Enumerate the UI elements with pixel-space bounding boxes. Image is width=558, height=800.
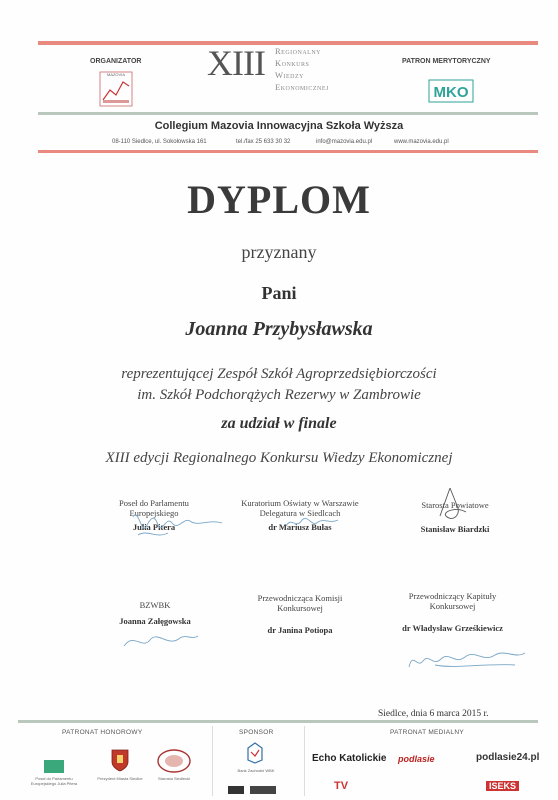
recipient-name: Joanna Przybysławska xyxy=(185,318,373,340)
patron-logo-text: MKO xyxy=(433,84,469,101)
college-phone: tel./fax 25 633 30 32 xyxy=(236,139,291,145)
signatory-name: dr Janina Potiopa xyxy=(267,625,333,635)
organizer-label: ORGANIZATOR xyxy=(90,58,142,65)
sponsor-mark xyxy=(250,786,276,794)
contest-edition-roman: XIII xyxy=(207,43,265,83)
salutation: Pani xyxy=(261,283,297,303)
media-logo-podlasie-radio: podlasie xyxy=(398,754,435,764)
signatory-role: Przewodniczący Kapituły xyxy=(408,591,497,601)
sponsor-mark xyxy=(228,786,244,794)
college-website: www.mazovia.edu.pl xyxy=(394,139,449,145)
sponsor-label: SPONSOR xyxy=(239,729,274,736)
signatory-role: Europejskiego xyxy=(129,508,179,518)
college-name: Collegium Mazovia Innowacyjna Szkoła Wyższa xyxy=(154,120,404,132)
media-logo-iseks: ISEKS xyxy=(486,781,519,791)
bank-logo-icon xyxy=(246,742,264,764)
county-logo xyxy=(156,748,192,774)
edition-text: XIII edycji Regionalnego Konkursu Wiedzy Ekonomicznej xyxy=(105,450,453,466)
signatory-name: Joanna Załęgowska xyxy=(119,616,191,626)
granted-text: przyznany xyxy=(241,242,317,262)
signature-scrawl xyxy=(120,626,200,656)
college-address: 08-110 Siedlce, ul. Sokołowska 161 xyxy=(112,139,207,145)
city-crest-icon xyxy=(110,748,130,772)
media-logo-tv: TV xyxy=(334,780,349,792)
signature-scrawl xyxy=(282,512,342,532)
representing-text xyxy=(0,364,558,406)
signatory-role: Konkursowej xyxy=(429,601,476,611)
footer-divider xyxy=(304,726,305,796)
signatory-name: dr Władysław Grześkiewicz xyxy=(402,623,503,633)
signature-scrawl xyxy=(405,643,530,673)
signatory-name: Stanisław Biardzki xyxy=(420,524,490,534)
signatory-role: Delegatura w Siedlcach xyxy=(259,508,341,518)
footer-divider xyxy=(212,726,213,796)
signatory-block xyxy=(240,593,360,635)
sponsor-name: Bank Zachodni WBK xyxy=(237,768,275,773)
title-line: Ekonomicznej xyxy=(275,82,329,92)
eu-parliament-logo xyxy=(44,760,64,773)
signature-scrawl xyxy=(432,486,472,530)
patron-label: PATRON MERYTORYCZNY xyxy=(402,58,491,65)
signatory-name: dr Mariusz Bułas xyxy=(268,522,332,532)
signature-scrawl xyxy=(128,505,228,545)
signatory-block xyxy=(100,600,210,626)
organizer-logo-text: MAZOVIA xyxy=(106,72,125,77)
header-middle-band xyxy=(38,112,538,115)
footer-band xyxy=(18,720,538,723)
patron-logo xyxy=(428,78,474,104)
reason-text: za udział w finale xyxy=(221,415,337,432)
media-logo-podlasie24: podlasie24.pl xyxy=(476,752,540,763)
signatory-block xyxy=(385,591,520,633)
college-email: info@mazovia.edu.pl xyxy=(316,139,373,145)
title-line: Wiedzy xyxy=(275,70,305,80)
media-patronage-label: PATRONAT MEDIALNY xyxy=(390,729,464,736)
title-line: Konkurs xyxy=(275,58,310,68)
representing-line-2: im. Szkół Podchorążych Rezerwy w Zambrowie xyxy=(137,387,421,403)
issue-date: Siedlce, dnia 6 marca 2015 r. xyxy=(378,709,489,719)
header-bottom-band xyxy=(38,150,538,153)
honorary-patron-2: Prezydent Miasta Siedlce xyxy=(97,776,143,781)
signatory-role: Starosta Powiatowe xyxy=(421,500,489,510)
title-line: Regionalny xyxy=(275,46,321,56)
signatory-role: Poseł do Parlamentu xyxy=(119,498,189,508)
signatory-role: Konkursowej xyxy=(277,603,323,613)
signatory-name: Julia Pitera xyxy=(132,522,176,532)
contest-title-lines xyxy=(275,45,329,93)
signatory-role: Kuratorium Oświaty w Warszawie xyxy=(241,498,359,508)
signatory-role: BZWBK xyxy=(139,600,171,610)
contest-title-box xyxy=(203,40,369,110)
representing-line-1: reprezentującej Zespół Szkół Agroprzedsiębiorczości xyxy=(121,366,437,382)
media-logo-echo-katolickie: Echo Katolickie xyxy=(312,753,387,764)
honorary-patron-1: Poseł do Parlamentu Europejskiego Julia Pitera xyxy=(30,776,78,786)
signatory-role: Przewodnicząca Komisji xyxy=(257,593,343,603)
diploma-title: DYPLOM xyxy=(187,177,371,222)
honorary-patron-3: Starosta Siedlecki xyxy=(157,776,190,781)
honorary-patronage-label: PATRONAT HONOROWY xyxy=(62,729,143,736)
